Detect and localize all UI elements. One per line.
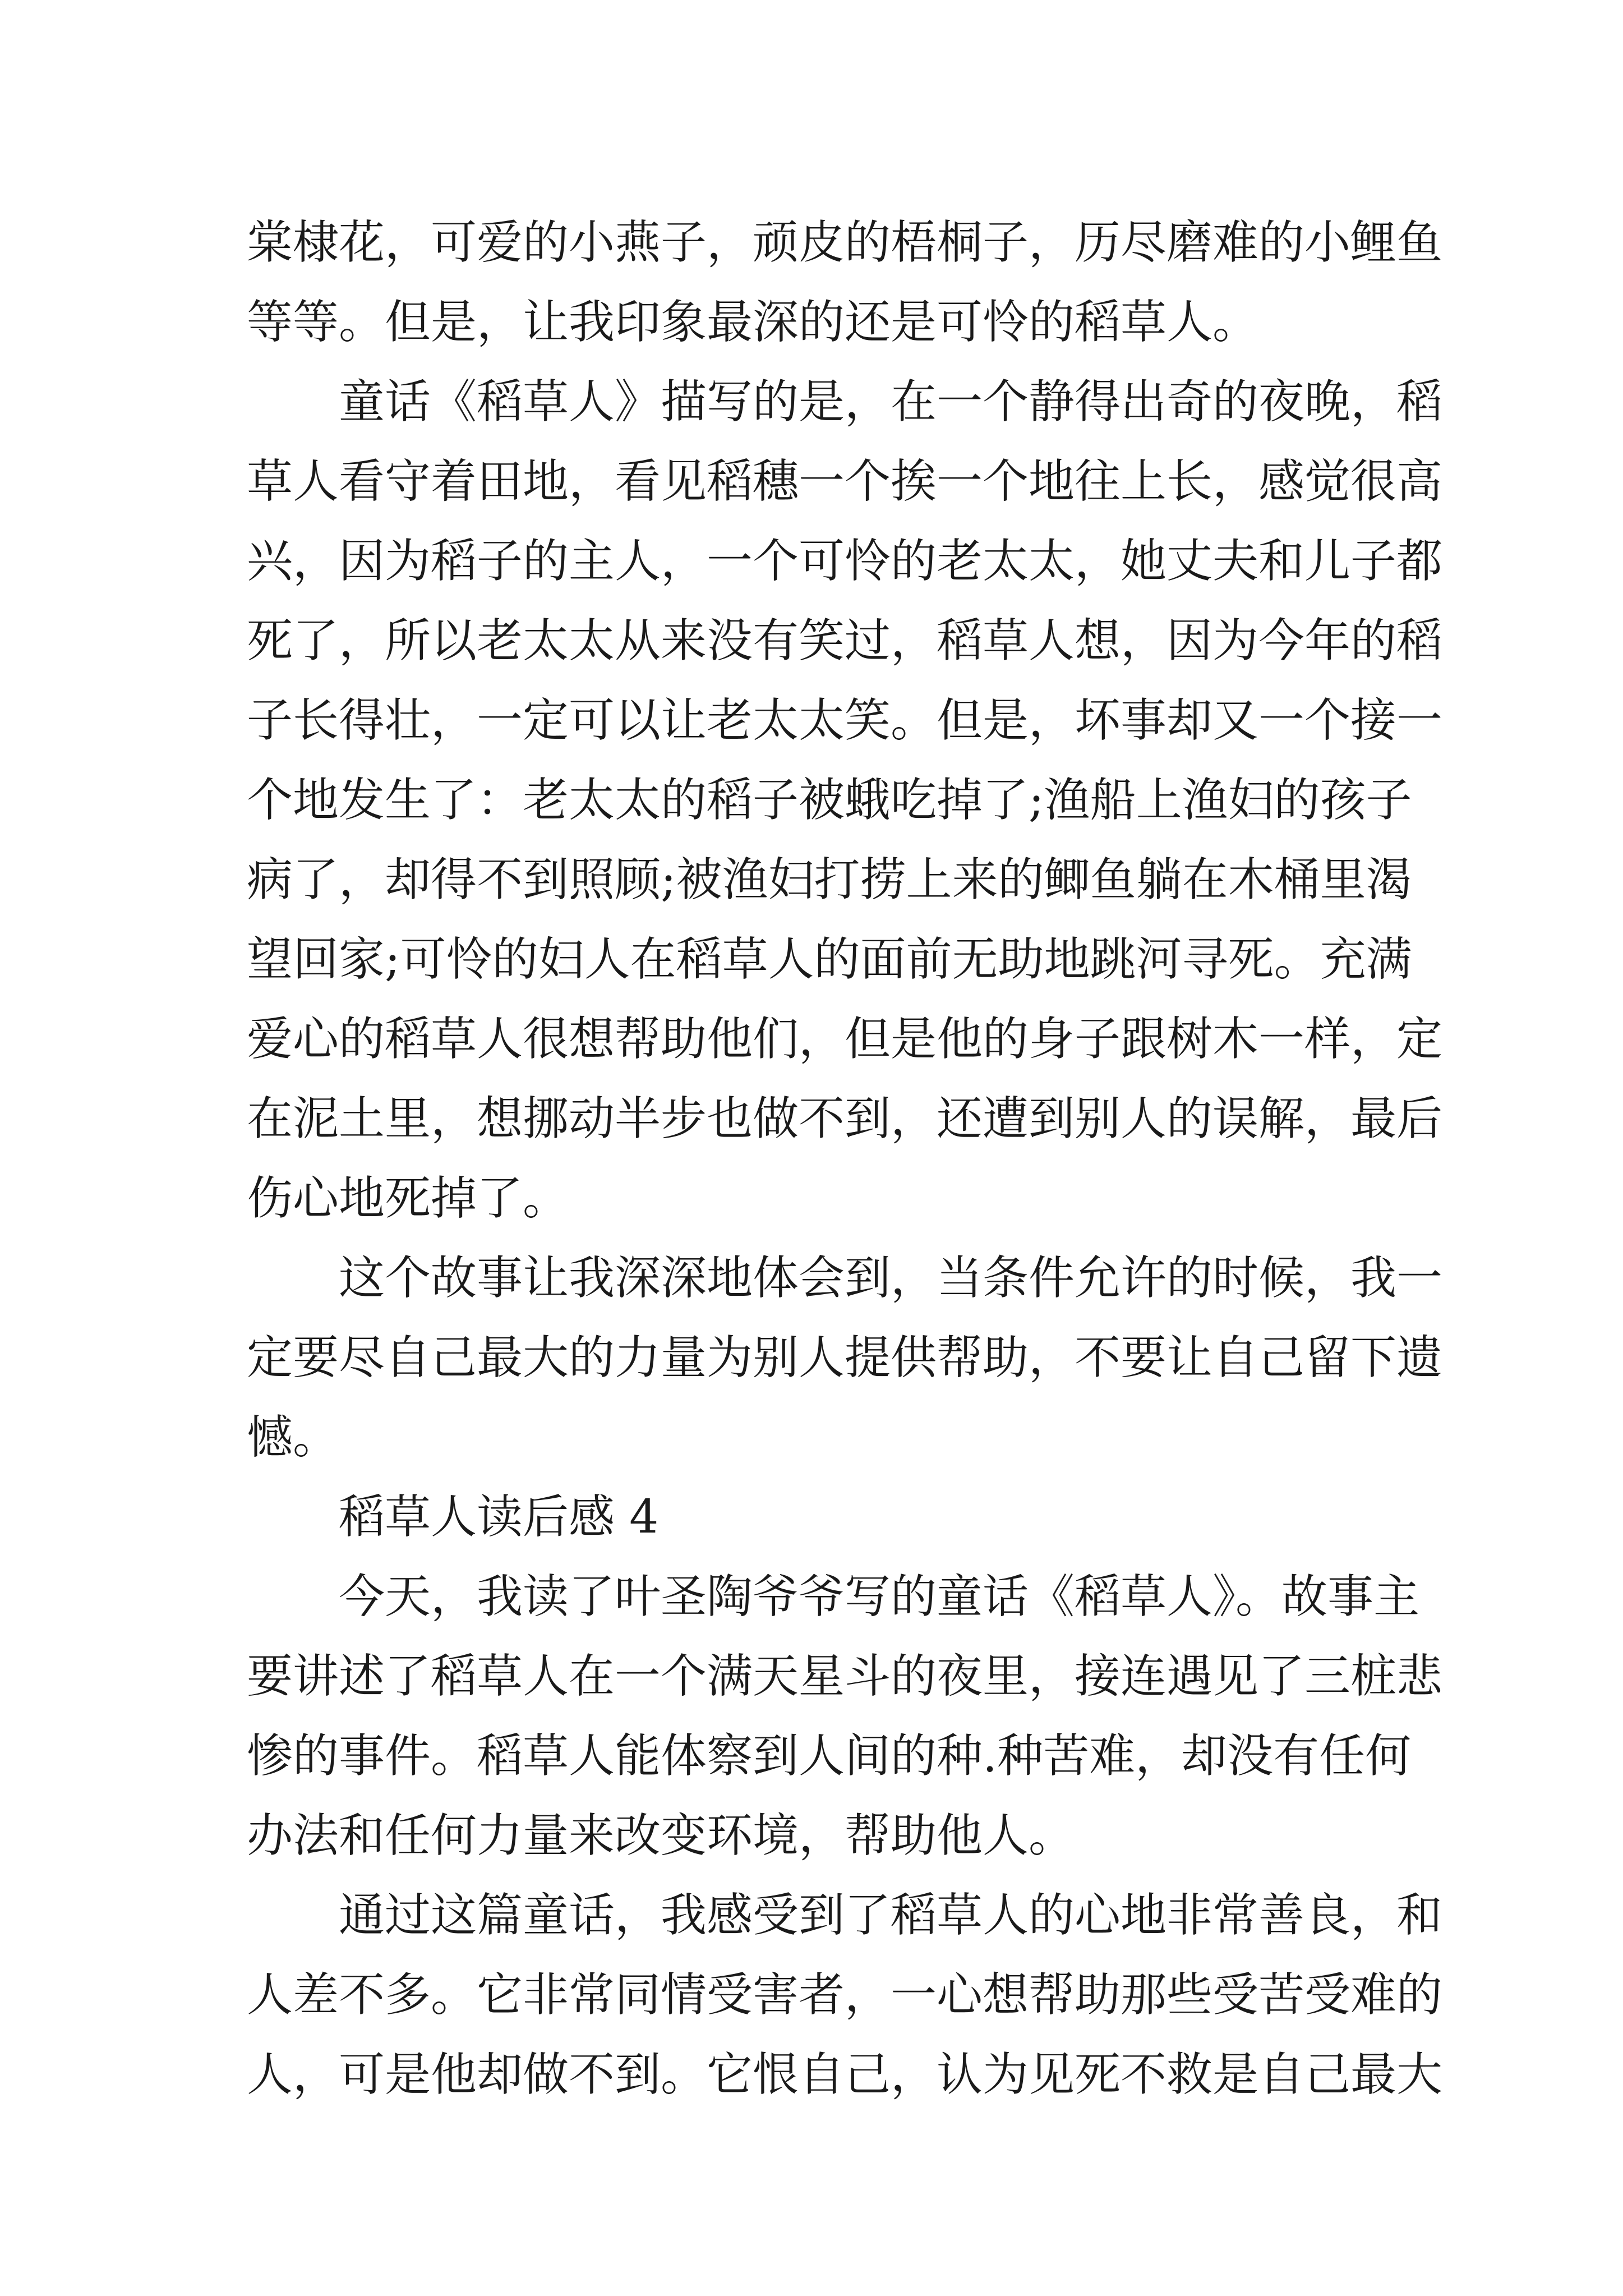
text-line: 草人看守着田地，看见稻穗一个挨一个地往上长，感觉很高 bbox=[247, 455, 1443, 508]
text-line: 棠棣花，可爱的小燕子，顽皮的梧桐子，历尽磨难的小鲤鱼 bbox=[247, 216, 1443, 269]
text-line: 等等。但是，让我印象最深的还是可怜的稻草人。 bbox=[247, 296, 1259, 349]
text-line: 望回家;可怜的妇人在稻草人的面前无助地跳河寻死。充满 bbox=[247, 933, 1412, 986]
text-line: 病了，却得不到照顾;被渔妇打捞上来的鲫鱼躺在木桶里渴 bbox=[247, 853, 1412, 907]
section-heading: 稻草人读后感 4 bbox=[339, 1490, 659, 1544]
text-line: 子长得壮，一定可以让老太太笑。但是，坏事却又一个接一 bbox=[247, 694, 1443, 747]
text-line: 人差不多。它非常同情受害者，一心想帮助那些受苦受难的 bbox=[247, 1968, 1443, 2022]
text-line: 定要尽自己最大的力量为别人提供帮助，不要让自己留下遗 bbox=[247, 1331, 1443, 1384]
text-line: 要讲述了稻草人在一个满天星斗的夜里，接连遇见了三桩悲 bbox=[247, 1650, 1443, 1703]
text-line: 惨的事件。稻草人能体察到人间的种.种苦难，却没有任何 bbox=[247, 1729, 1412, 1783]
text-line: 个地发生了：老太太的稻子被蛾吃掉了;渔船上渔妇的孩子 bbox=[247, 774, 1412, 827]
text-line: 死了，所以老太太从来没有笑过，稻草人想，因为今年的稻 bbox=[247, 614, 1443, 668]
text-line: 兴，因为稻子的主人，一个可怜的老太太，她丈夫和儿子都 bbox=[247, 535, 1443, 588]
paragraph-start-line: 通过这篇童话，我感受到了稻草人的心地非常善良，和 bbox=[339, 1889, 1443, 1942]
text-line: 人，可是他却做不到。它恨自己，认为见死不救是自己最大 bbox=[247, 2048, 1443, 2101]
paragraph-start-line: 这个故事让我深深地体会到，当条件允许的时候，我一 bbox=[339, 1251, 1443, 1305]
paragraph-start-line: 今天，我读了叶圣陶爷爷写的童话《稻草人》。故事主 bbox=[339, 1570, 1420, 1623]
text-line: 在泥土里，想挪动半步也做不到，还遭到别人的误解，最后 bbox=[247, 1092, 1443, 1145]
document-body bbox=[247, 203, 1443, 2115]
text-line: 伤心地死掉了。 bbox=[247, 1172, 569, 1225]
paragraph-start-line: 童话《稻草人》描写的是，在一个静得出奇的夜晚，稻 bbox=[339, 375, 1443, 429]
text-line: 憾。 bbox=[247, 1411, 339, 1464]
text-line: 爱心的稻草人很想帮助他们，但是他的身子跟树木一样，定 bbox=[247, 1013, 1443, 1066]
text-line: 办法和任何力量来改变环境，帮助他人。 bbox=[247, 1809, 1075, 1862]
